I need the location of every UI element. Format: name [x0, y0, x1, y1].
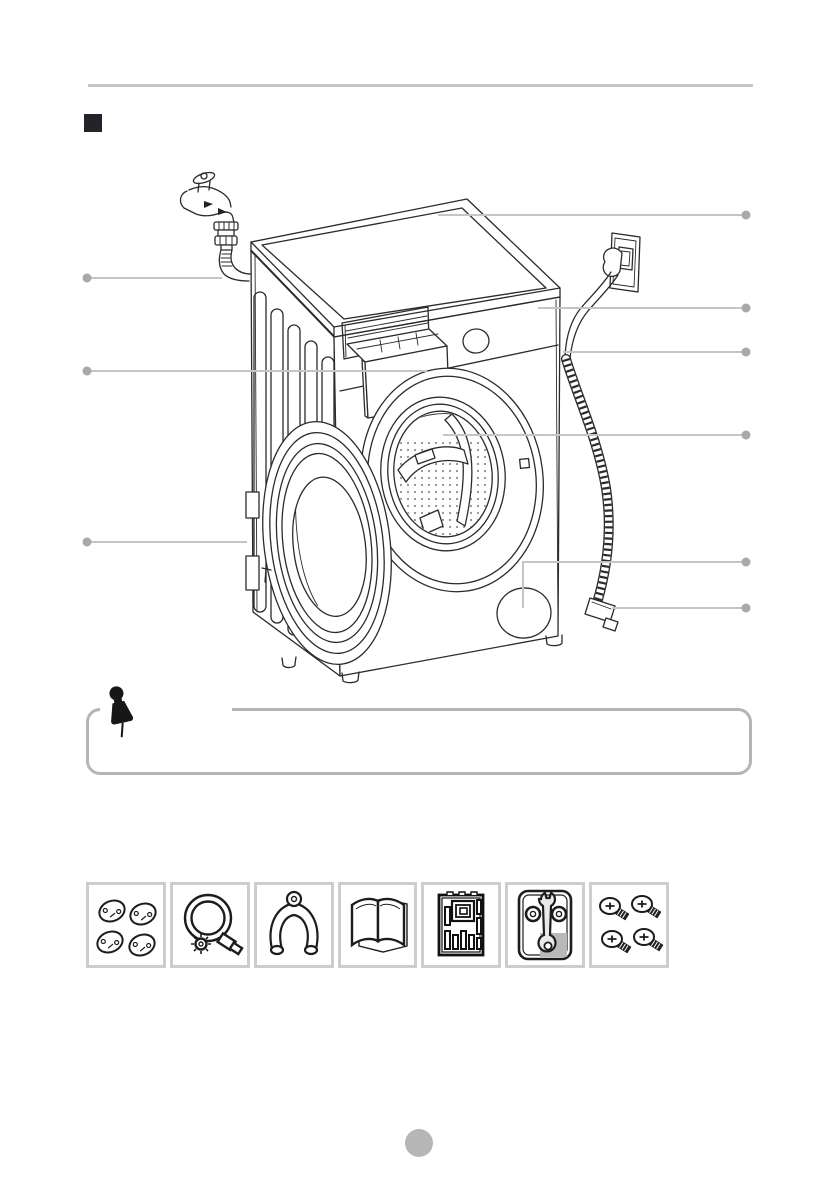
accessory-label-template [421, 882, 501, 968]
accessory-inlet-hose [170, 882, 250, 968]
drain-hose-guide-icon [258, 887, 330, 963]
page-number-marker [405, 1129, 433, 1157]
inlet-hose [219, 250, 251, 281]
power-cord [565, 272, 618, 358]
note-box [86, 708, 752, 775]
accessory-transit-bolt-hole-caps [86, 882, 166, 968]
pushpin-icon [101, 682, 139, 738]
power-outlet-icon [603, 233, 640, 292]
user-manual-icon [342, 887, 414, 963]
drain-hose [566, 359, 618, 631]
transit-bolt-hole-caps-icon [90, 887, 162, 963]
accessory-fixing-screws [589, 882, 669, 968]
fixing-screws-icon [593, 887, 665, 963]
water-tap-icon [180, 170, 238, 250]
accessory-user-manual [338, 882, 418, 968]
accessory-drain-hose-guide [254, 882, 334, 968]
spanner-icon [509, 887, 581, 963]
accessories-row [86, 882, 669, 968]
accessory-spanner [505, 882, 585, 968]
label-template-icon [425, 887, 497, 963]
inlet-hose-icon [174, 887, 246, 963]
